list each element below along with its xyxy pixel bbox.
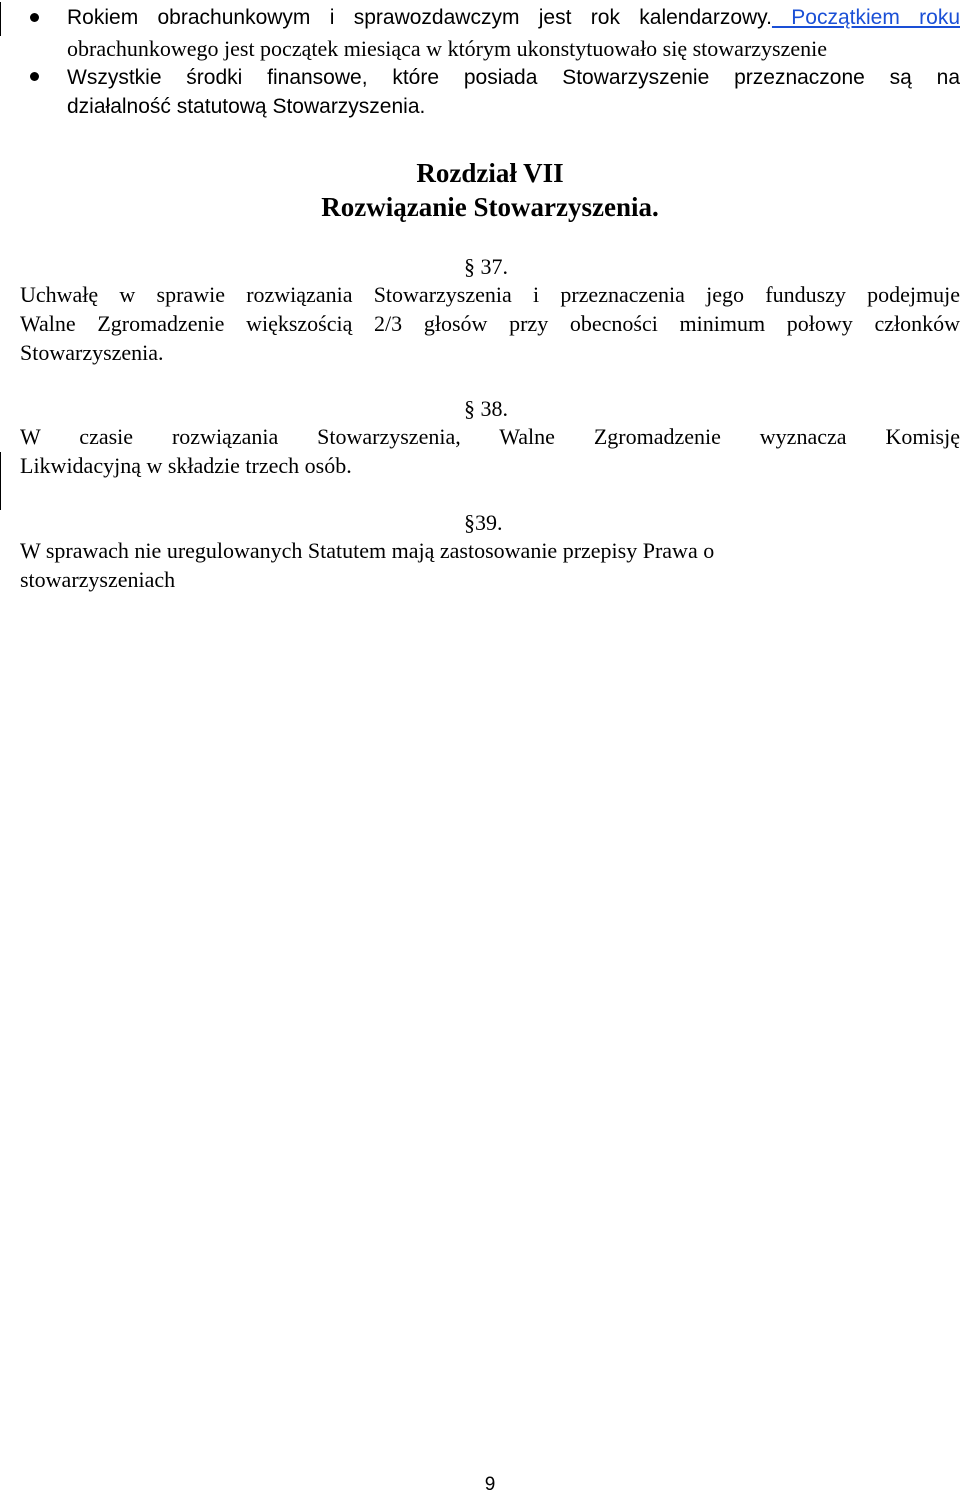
section-text-line: Walne Zgromadzenie większością 2/3 głosów przy obecności minimum połowy członków (20, 311, 960, 336)
bullet-text: Rokiem obrachunkowym i sprawozdawczym jest rok kalendarzowy. (67, 6, 772, 29)
section-text-line: Stowarzyszenia. (20, 340, 164, 365)
bullet-icon (30, 13, 39, 22)
section-text-line: Likwidacyjną w składzie trzech osób. (20, 453, 352, 478)
chapter-title: Rozdział VII (416, 158, 564, 188)
list-item: Wszystkie środki finansowe, które posiada Stowarzyszenie przeznaczone są na (67, 66, 960, 89)
section-text-line: Uchwałę w sprawie rozwiązania Stowarzyszenia i przeznaczenia jego funduszy podejmuje (20, 282, 960, 307)
revision-bar (0, 2, 1, 36)
section-number: § 38. (464, 396, 508, 421)
section-number: § 37. (464, 254, 508, 279)
chapter-subtitle: Rozwiązanie Stowarzyszenia. (321, 192, 659, 222)
list-item-continuation: działalność statutową Stowarzyszenia. (67, 95, 426, 118)
section-number: §39. (464, 510, 503, 535)
section-text-line: stowarzyszeniach (20, 567, 176, 592)
revision-bar (0, 452, 1, 510)
bullet-text: Początkiem roku (771, 6, 960, 29)
list-item (67, 5, 960, 31)
section-text-line: W sprawach nie uregulowanych Statutem mają zastosowanie przepisy Prawa o (20, 538, 715, 563)
list-item-continuation: obrachunkowego jest początek miesiąca w którym ukonstytuowało się stowarzyszenie (67, 36, 827, 61)
page-number: 9 (484, 1474, 496, 1495)
section-text-line: W czasie rozwiązania Stowarzyszenia, Walne Zgromadzenie wyznacza Komisję (20, 424, 960, 449)
bullet-icon (30, 72, 39, 81)
